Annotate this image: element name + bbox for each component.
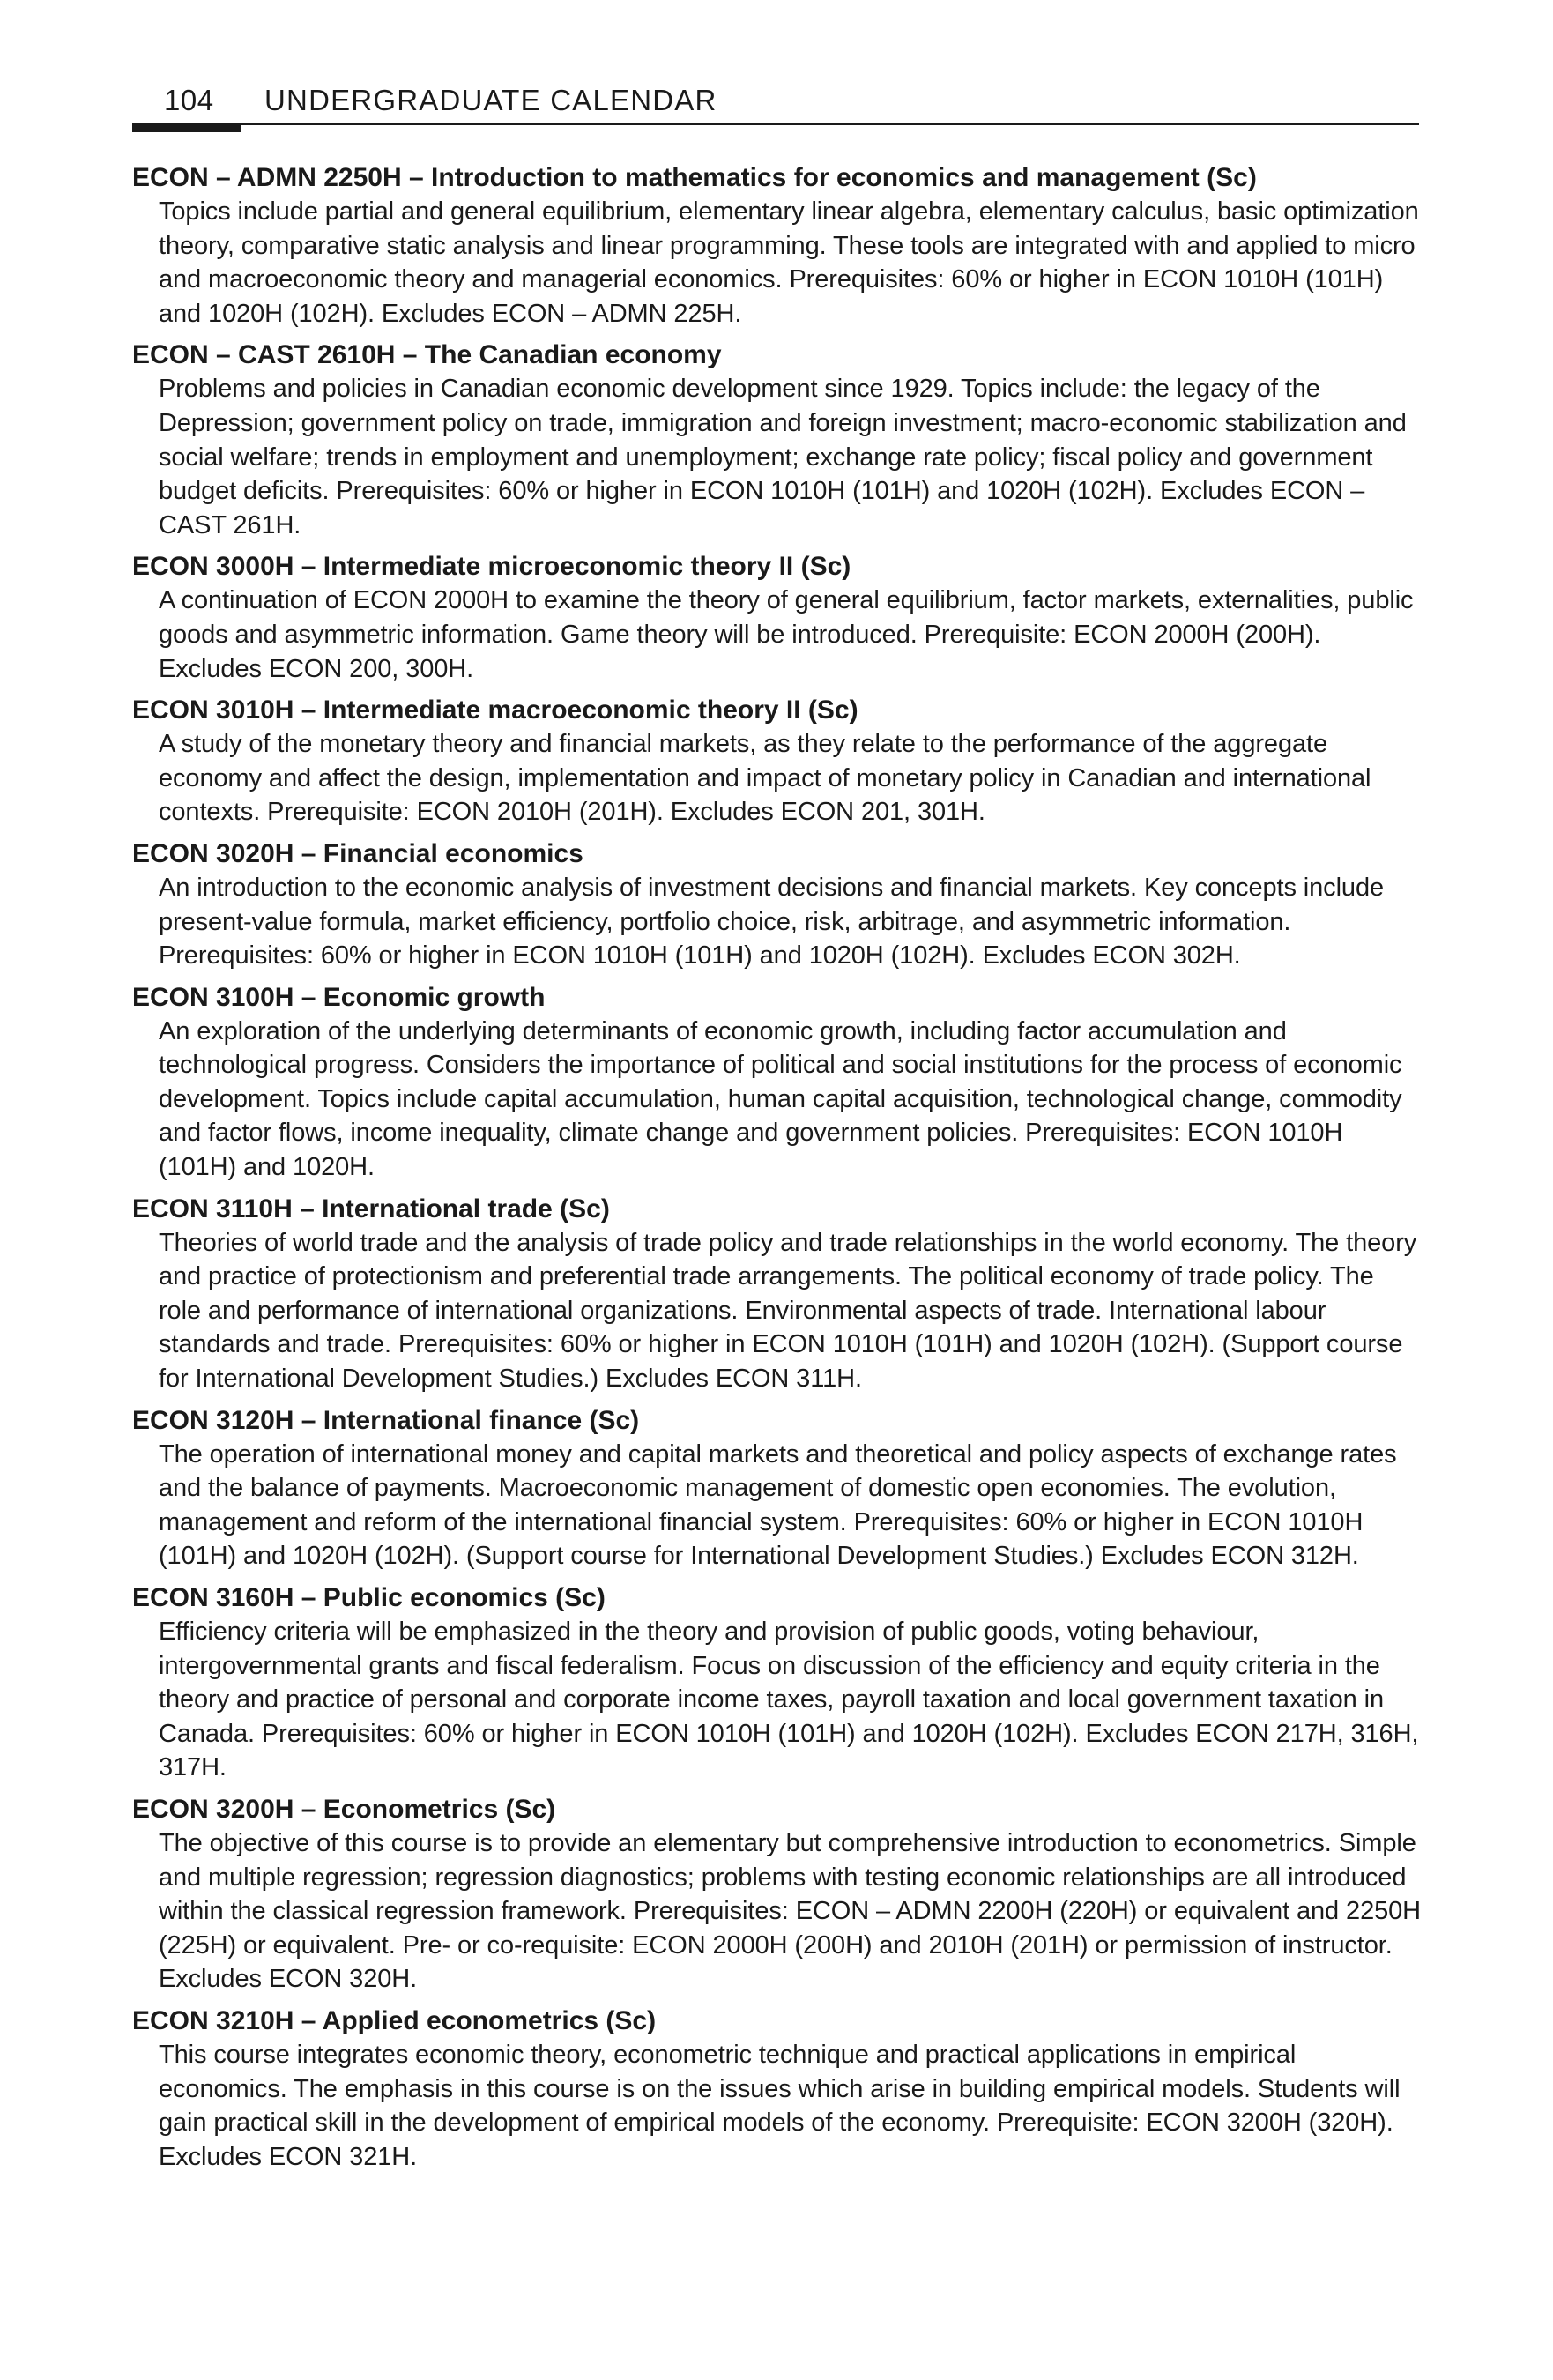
page-header — [132, 81, 1419, 130]
course-title: ECON 3160H – Public economics (Sc) — [132, 1583, 606, 1612]
course-description: The operation of international money and capital markets and theoretical and policy aspects of exchange rates and the balance of payments. Macroeconomic management of domestic open economies. The evolution, management and reform of the international financial system. Prerequisites: 60% or higher in ECON 1010H (101H) and 1020H (102H). (Support course for International Development Studies.) Excludes ECON 312H. — [159, 1439, 1397, 1571]
course-title: ECON 3000H – Intermediate microeconomic theory II (Sc) — [132, 552, 851, 582]
course-entry — [132, 549, 1421, 686]
course-entry — [132, 1580, 1421, 1785]
course-title: ECON 3210H – Applied econometrics (Sc) — [132, 2005, 657, 2035]
course-entry — [132, 1403, 1421, 1573]
course-list — [132, 160, 1421, 2181]
course-description: Problems and policies in Canadian economic development since 1929. Topics include: the legacy of the Depression; government policy on trade, immigration and foreign investment; macro-economic stabilization and social welfare; trends in employment and unemployment; exchange rate policy; fiscal policy and government budget deficits. Prerequisites: 60% or higher in ECON 1010H (101H) and 1020H (102H). Excludes ECON – CAST 261H. — [159, 375, 1407, 539]
course-description: This course integrates economic theory, econometric technique and practical applications in empirical economics. The emphasis in this course is on the issues which arise in building empirical models. Students will gain practical skill in the development of empirical models of the economy. Prerequisite: ECON 3200H (320H). Excludes ECON 321H. — [159, 2040, 1401, 2171]
running-title: UNDERGRADUATE CALENDAR — [264, 84, 717, 116]
header-tab-bar — [132, 123, 241, 132]
course-title: ECON 3010H – Intermediate macroeconomic theory II (Sc) — [132, 695, 858, 725]
course-description: Theories of world trade and the analysis of trade policy and trade relationships in the world economy. The theory and practice of protectionism and preferential trade arrangements. The political economy of trade policy. The role and performance of international organizations. Environmental aspects of trade. International labour standards and trade. Prerequisites: 60% or higher in ECON 1010H (101H) and 1020H (102H). (Support course for International Development Studies.) Excludes ECON 311H. — [159, 1228, 1417, 1394]
course-description: An introduction to the economic analysis of investment decisions and financial markets. Key concepts include present-value formula, market efficiency, portfolio choice, risk, arbitrage, and asymmetric information. Prerequisites: 60% or higher in ECON 1010H (101H) and 1020H (102H). Excludes ECON 302H. — [159, 873, 1385, 971]
course-title: ECON – ADMN 2250H – Introduction to mathematics for economics and management (Sc) — [132, 163, 1257, 192]
page-number: 104 — [164, 84, 214, 116]
course-entry — [132, 2004, 1421, 2174]
course-description: Efficiency criteria will be emphasized in the theory and provision of public goods, voting behaviour, intergovernmental grants and fiscal federalism. Focus on discussion of the efficiency and equity criteria in the theory and practice of personal and corporate income taxes, payroll taxation and local government taxation in Canada. Prerequisites: 60% or higher in ECON 1010H (101H) and 1020H (102H). Excludes ECON 217H, 316H, 317H. — [159, 1618, 1419, 1782]
course-title: ECON – CAST 2610H – The Canadian economy — [132, 340, 722, 370]
course-entry — [132, 338, 1421, 542]
course-entry — [132, 837, 1421, 973]
course-description: A study of the monetary theory and financial markets, as they relate to the performance of the aggregate economy and affect the design, implementation and impact of monetary policy in Canadian and international contexts. Prerequisite: ECON 2010H (201H). Excludes ECON 201, 301H. — [159, 730, 1371, 827]
course-title: ECON 3110H – International trade (Sc) — [132, 1194, 610, 1223]
course-description: Topics include partial and general equilibrium, elementary linear algebra, elementary calculus, basic optimization theory, comparative static analysis and linear programming. These tools are integrated with and applied to micro and macroeconomic theory and managerial economics. Prerequisites: 60% or higher in ECON 1010H (101H) and 1020H (102H). Excludes ECON – ADMN 225H. — [159, 197, 1419, 328]
course-description: A continuation of ECON 2000H to examine the theory of general equilibrium, factor markets, externalities, public goods and asymmetric information. Game theory will be introduced. Prerequisite: ECON 2000H (200H). Excludes ECON 200, 300H. — [159, 586, 1414, 683]
course-title: ECON 3020H – Financial economics — [132, 838, 583, 868]
course-title: ECON 3200H – Econometrics (Sc) — [132, 1794, 556, 1824]
course-entry — [132, 1192, 1421, 1396]
course-title: ECON 3100H – Economic growth — [132, 982, 546, 1012]
course-entry — [132, 980, 1421, 1185]
course-entry — [132, 160, 1421, 331]
course-title: ECON 3120H – International finance (Sc) — [132, 1405, 640, 1435]
course-description: An exploration of the underlying determinants of economic growth, including factor accumulation and technological progress. Considers the importance of political and social institutions for the process of economic development. Topics include capital accumulation, human capital acquisition, technological change, commodity and factor flows, income inequality, climate change and government policies. Prerequisites: ECON 1010H (101H) and 1020H. — [159, 1016, 1402, 1182]
course-entry — [132, 1792, 1421, 1997]
course-entry — [132, 693, 1421, 829]
course-description: The objective of this course is to provide an elementary but comprehensive introduction to econometrics. Simple and multiple regression; regression diagnostics; problems with testing economic relationships are all introduced within the classical regression framework. Prerequisites: ECON – ADMN 2200H (220H) or equivalent and 2250H (225H) or equivalent. Pre- or co-requisite: ECON 2000H (200H) and 2010H (201H) or permission of instructor. Excludes ECON 320H. — [159, 1828, 1421, 1994]
header-rule — [132, 123, 1419, 125]
